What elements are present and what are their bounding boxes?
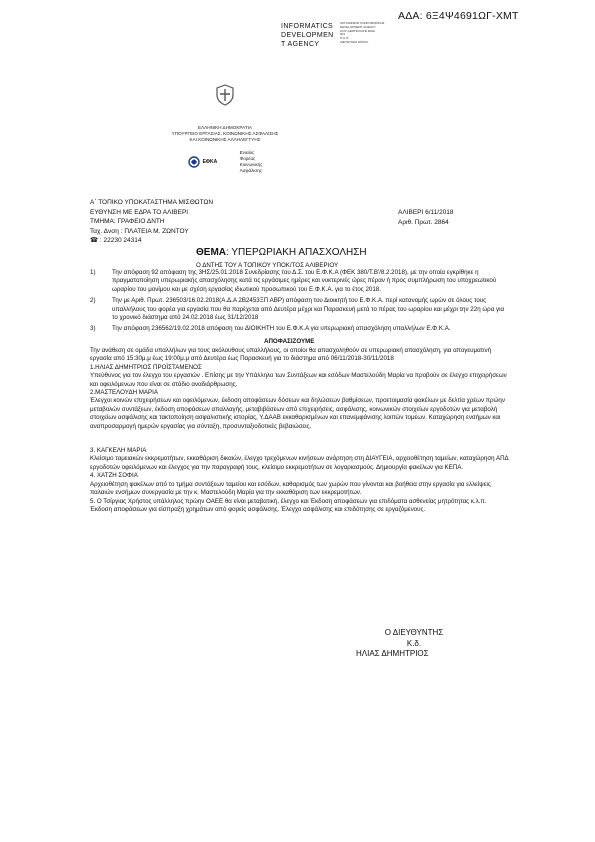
person-duties: Έλεγχοι κοινών επιχειρήσεων και οφειλόμενων, έκδοση αποφάσεων δόσεων και δηλώσεων βαθμίσεων, προετοιμασία φακέλων με δελτία χρέων πρώην μεταβολών συντάξεων, έκδοση αποφάσεων απαλλαγής, μεταβιβάσεων από επιχειρήσεις, ασφάλισης, κοινωνικών στοιχείων εργοδοτών για μεταβολή στοιχείων ασφάλισης και τακτοποίηση ασφαλιστικής ιστορίας, Υ.ΔΑΑΒ εκκαθαρισμένων και επανεμφάνισης λοιπών τομέων. Καταχώρηση ενσήμων και αναπροσαρμογή ημερών εργασίας για σύνταξη, προσυνταξιοδοτικές βεβαιώσεις. (90, 397, 505, 430)
signature-name: ΗΛΙΑΣ ΔΗΜΗΤΡΙΟΣ (356, 649, 429, 658)
item-number: 2) (90, 297, 96, 305)
subject-label: ΘΕΜΑ (196, 247, 226, 258)
subject-text: : ΥΠΕΡΩΡΙΑΚΗ ΑΠΑΣΧΟΛΗΣΗ (226, 247, 367, 258)
ministry-line: ΕΛΛΗΝΙΚΗ ΔΗΜΟΚΡΑΤΙΑ (198, 125, 252, 130)
decision-title: ΑΠΟΦΑΣΙΖΟΥΜΕ (264, 338, 315, 345)
person-duties: 5. Ο Τσίργιας Χρήστος υπάλληλος πρώην ΟΑΕΕ θα είναι μεταβατική, έλεγχο και Έκδοση αποφάσεων για επιδόματα ασθενείας μητρότητας κ.λ.π. (90, 497, 487, 505)
small-line: ΟΡΓΑΝΙΣΜΟΣ ΠΛΗΡΟΦΟΡΙΚΗΣ (340, 21, 385, 25)
agency-line: T AGENCY (281, 41, 320, 48)
subject-subtitle: Ο ΔΝΤΗΣ ΤΟΥ Α ΤΟΠΙΚΟΥ ΥΠΟΚ/ΤΟΣ ΑΛΙΒΕΡΙΟΥ (196, 262, 339, 269)
item-number: 3) (90, 325, 96, 333)
signature-role: Ο ΔΙΕΥΘΥΝΤΗΣ (384, 628, 444, 637)
decision-body (90, 347, 514, 514)
person-duties: Αρχειοθέτηση φακέλων από το τμήμα συντάξεων ταμείου και εσόδων, καθαρισμός των χωρών που γίνονται και βοήθεια στην εργασία για ελλείψεις παλαιών ενσήμων συνεργασία με την κ. Μαστελούδη Μαρία για την εκκαθάριση των εκκρεμοτήτων. (90, 480, 491, 497)
list-item (90, 297, 510, 322)
agency-line: DEVELOPMEN (281, 32, 334, 39)
person-title: 3. ΚΑΓΚΕΛΗ ΜΑΡΙΑ (90, 447, 147, 455)
small-line: ΔΙΕΥΘΥΝΣΗ ΟΡΓΑΝ. (340, 39, 369, 44)
protocol-line: Αριθ. Πρωτ. 2864 (398, 218, 449, 226)
efka-logo (160, 150, 290, 174)
efka-mark (188, 154, 232, 170)
small-line: DEVELOPMENT AGENCY (340, 24, 376, 29)
person-title: 4. ΧΑΤΖΗ ΣΟΦΙΑ (90, 472, 138, 480)
date-protocol (398, 208, 454, 227)
agency-line: INFORMATICS (281, 23, 334, 30)
ada-code: ΑΔΑ: 6Ξ4Ψ4691ΩΓ-ΧΜΤ (398, 10, 519, 22)
header-line: Ταχ. Δνση : ΠΛΑΤΕΙΑ Μ. ΖΩΝΤΟΥ (90, 227, 189, 235)
person-title: 1.ΗΛΙΑΣ ΔΗΜΗΤΡΙΟΣ ΠΡΟΪΣΤΑΜΕΝΟΣ (90, 363, 202, 371)
sender-header (90, 198, 213, 246)
ministry-line: ΚΑΙ ΚΟΙΝΩΝΙΚΗΣ ΑΛΛΗΛΕΓΓΥΗΣ (189, 137, 261, 142)
item-text: Την απόφαση 92 απόφαση της 3ΗΣ/25.01.2018 Συνεδρίασης του Δ.Σ. του Ε.Φ.Κ.Α (ΦΕΚ 380/Τ.Β'/8.2.2018), με την οποία εγκρίθηκε η πραγματοποίηση υπερωριακής απασχόλησης κατά τις εργάσιμες ημέρες και νυκτερινές ώρες πέραν ή προς συμπλήρωση του υποχρεωτικού ωραρίου του μονίμου και με σχέση εργασίας ιδιωτικού προσωπικού του Ε.Φ.Κ.Α. για το έτος 2018. (112, 269, 497, 293)
list-item (90, 325, 510, 333)
person-duties: Υπεύθυνος για τον έλεγχο του εργασιών . Επίσης με την Υπάλληλο των Συντάξεων και εσόδων Μαστελούδη Μαρία να προβούν σε έλεγχο επιχειρήσεων και οφειλόμενων που είναι σε στάδιο αναδιάρθρωσης. (90, 372, 507, 388)
efka-wordmark: ΕΦΚΑ (202, 159, 218, 165)
tagline-line: Ασφάλισης (239, 168, 263, 173)
person-duties: Κλείσιμο ταμειακών εκκρεμοτήτων, εκκαθάριση δικαιών, έλεγχο τρεχόμενων κινήσεων ανάρτηση στη ΔΙΑΥΓΕΙΑ, αρχειοθέτηση ταμείων, καταχώρηση ΑΠΔ εργοδοτών οφειλόμενων και έλεγχος για την παραγραφή τους, κλείσιμο εκκρεμοτήτων σε λογαριασμούς. Δημιουργία φακέλων για ΚΕΠΑ. (90, 455, 509, 471)
ministry-name (160, 125, 290, 143)
small-line: GOV CERTIFICATE 2009- (340, 28, 376, 33)
efka-tagline (240, 150, 263, 174)
header-line: ΤΜΗΜΑ: ΓΡΑΦΕΙΟ ΔΝΤΗ (90, 218, 165, 225)
person-title: 2.ΜΑΣΤΕΛΟΥΔΗ ΜΑΡΙΑ (90, 389, 159, 397)
small-line: 001 (340, 32, 346, 37)
ministry-logo-block (160, 84, 290, 174)
agency-small-print (340, 22, 384, 45)
efka-leaf-icon (188, 156, 200, 168)
subject-line (196, 247, 367, 258)
tagline-line: Κοινωνικής (239, 162, 263, 167)
tagline-line: Φορέας (239, 156, 256, 161)
signature-abbrev: Κ.δ. (406, 639, 422, 648)
greek-emblem-icon (215, 84, 235, 106)
informatics-agency-label (281, 22, 334, 49)
tagline-line: Ενιαίος (239, 150, 255, 155)
small-line: Π.Δ.Ψ (340, 36, 349, 41)
header-line: ΕΥΘΥΝΣΗ ΜΕ ΕΔΡΑ ΤΟ ΑΛΙΒΕΡΙ (90, 208, 189, 216)
header-line: ☎ : 22230 24314 (90, 237, 142, 244)
header-line: Α΄ ΤΟΠΙΚΟ ΥΠΟΚΑΤΑΣΤΗΜΑ ΜΙΣΘΩΤΩΝ (90, 199, 214, 206)
item-text: Την με Αριθ. Πρωτ. 236503/16.02.2018(Α.Δ.Α 2Β2453ΞΠ ΑΒΡ) απόφαση του Διοικητή του Ε.Φ.Κ.Α. περί κατανομής ωρών σε όλους τους υπαλλήλους του φορέα για εργασία που θα παρέχεται από Δευτέρα μέχρι και Παρασκευή μετά το πέρας του ωραρίου και μέχρι την 22η ώρα για το χρονικό διάστημα από 24.02.2018 έως 31/12/2018 (112, 297, 505, 322)
date-line: ΑΛΙΒΕΡΙ 6/11/2018 (398, 209, 454, 216)
item-text: Την απόφαση 236562/19.02.2018 απόφαση του ΔΙΟΙΚΗΤΗ του Ε.Φ.Κ.Α για υπερωριακή απασχόληση υπαλλήλων Ε.Φ.Κ.Α. (112, 325, 451, 333)
list-item (90, 269, 510, 294)
item-number: 1) (90, 269, 96, 276)
ministry-line: ΥΠΟΥΡΓΕΙΟ ΕΡΓΑΣΙΑΣ, ΚΟΙΝΩΝΙΚΗΣ ΑΣΦΑΛΙΣΗΣ (171, 131, 279, 136)
signature-block (374, 627, 454, 649)
person-duties: Έκδοση αποφάσεων για είσπραξη χρημάτων από φορείς ασφάλισης. Έλεγχο ασφάλισης και επιδότησης σε εργαζόμενους. (90, 505, 426, 513)
considerations-list (90, 269, 510, 337)
intro-paragraph: Την ανάθεση σε ομάδα υπαλλήλων για τους ακόλουθους υπαλλήλους, οι οποίοι θα απασχοληθούν σε υπερωριακή απασχόληση, για απογευματινή εργασία από 15:30μ.μ έως 19:00μ.μ από Δευτέρα έως Παρασκευή για το διάστημα από 06/11/2018-30/11/2018 (90, 347, 492, 363)
